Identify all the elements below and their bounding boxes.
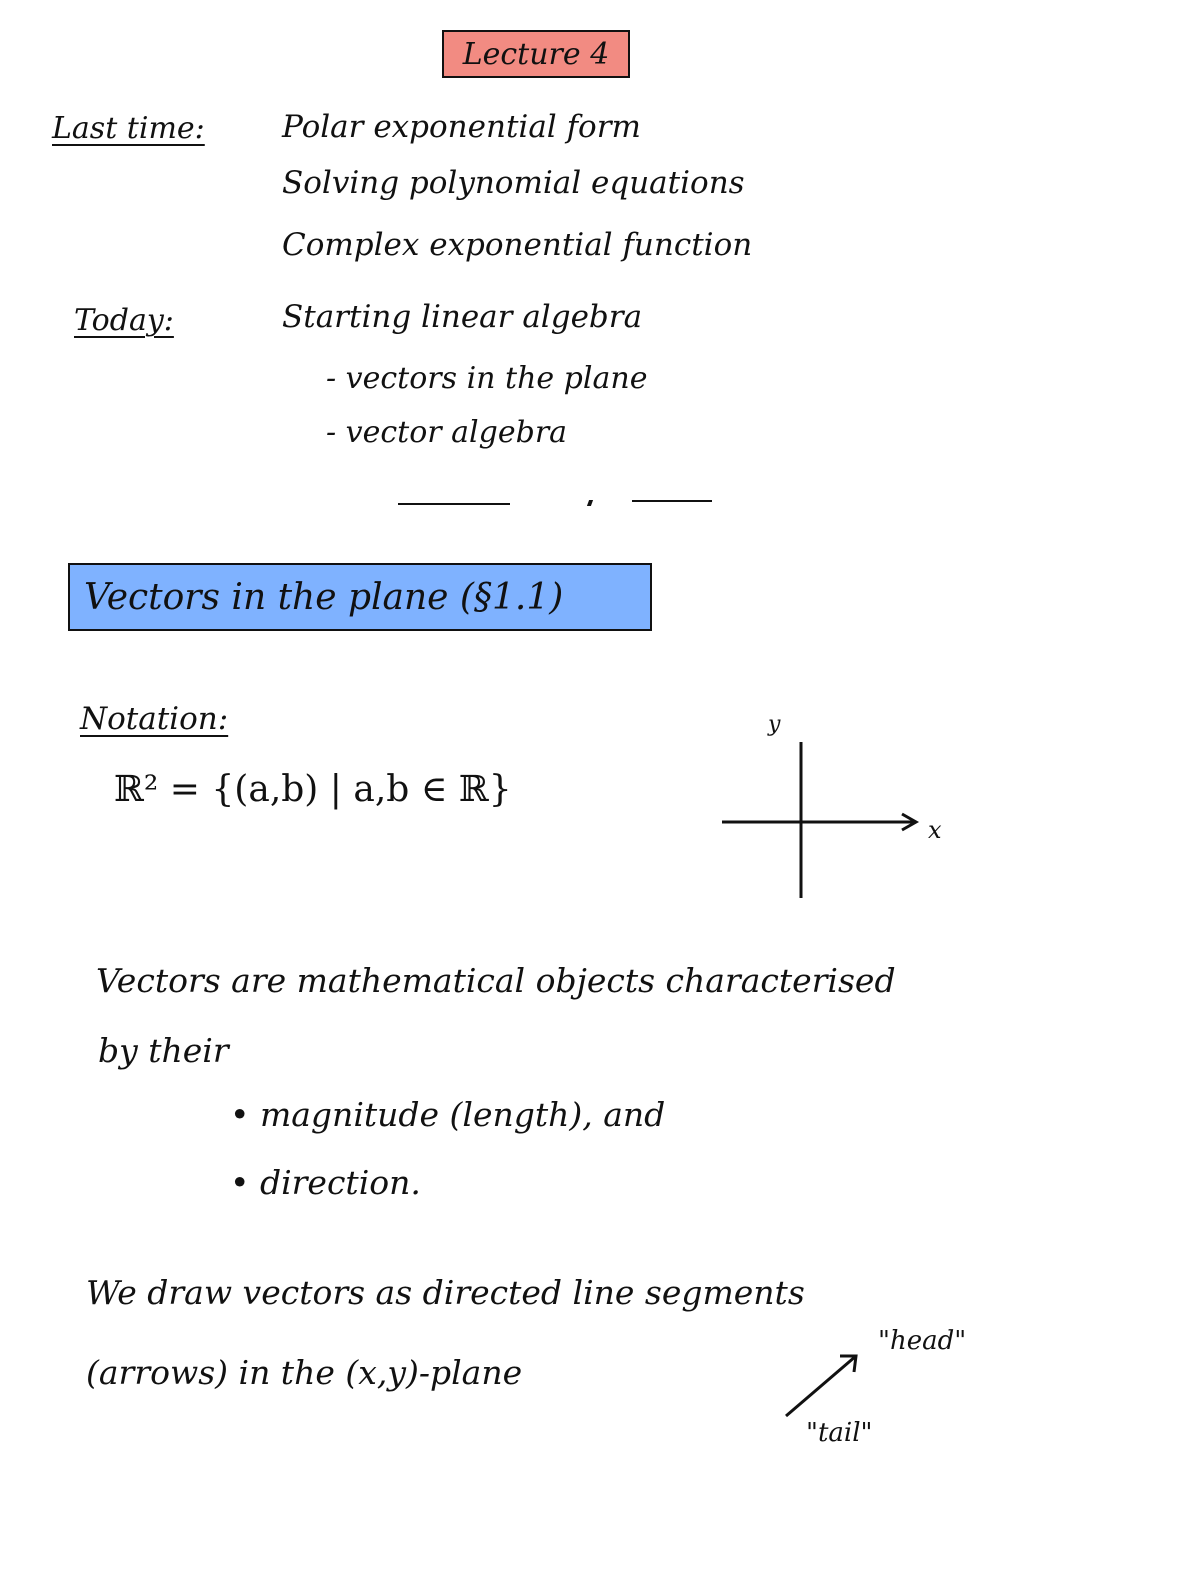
section-heading-box <box>68 563 652 631</box>
notation-label: Notation: <box>80 701 229 737</box>
y-axis-label: y <box>768 712 781 737</box>
section-title: Vectors in the plane (§1.1) <box>84 576 564 618</box>
definition-line: Vectors are mathematical objects characterised <box>96 961 896 1000</box>
lecture-title-box <box>442 30 630 78</box>
head-label: "head" <box>878 1326 967 1356</box>
last-time-item: Polar exponential form <box>282 109 641 145</box>
bullet-text: direction. <box>259 1163 421 1202</box>
last-time-item: Complex exponential function <box>282 227 753 263</box>
vector-arrow-sketch <box>776 1346 876 1426</box>
definition-line: by their <box>98 1031 229 1070</box>
today-subtopic: - vector algebra <box>326 415 568 450</box>
xy-axes-sketch <box>716 712 966 906</box>
last-time-item: Solving polynomial equations <box>282 165 745 201</box>
tail-label: "tail" <box>806 1418 873 1448</box>
separator-tick <box>587 500 593 506</box>
notation-formula: ℝ² = {(a,b) | a,b ∈ ℝ} <box>114 769 512 810</box>
today-subtopic: - vectors in the plane <box>326 361 648 396</box>
lecture-title: Lecture 4 <box>462 36 610 72</box>
separator-line <box>398 503 510 505</box>
drawing-line: (arrows) in the (x,y)-plane <box>86 1353 523 1392</box>
x-axis-label: x <box>928 816 942 844</box>
definition-bullet: • magnitude (length), and <box>230 1095 666 1134</box>
today-topic: Starting linear algebra <box>282 299 643 335</box>
last-time-label: Last time: <box>52 111 205 146</box>
drawing-line: We draw vectors as directed line segments <box>86 1273 805 1312</box>
definition-bullet: • direction. <box>230 1163 421 1202</box>
bullet-text: magnitude (length), and <box>259 1095 666 1134</box>
today-label: Today: <box>74 303 174 338</box>
vector-arrow-shaft <box>786 1356 856 1416</box>
separator-line <box>632 500 712 502</box>
